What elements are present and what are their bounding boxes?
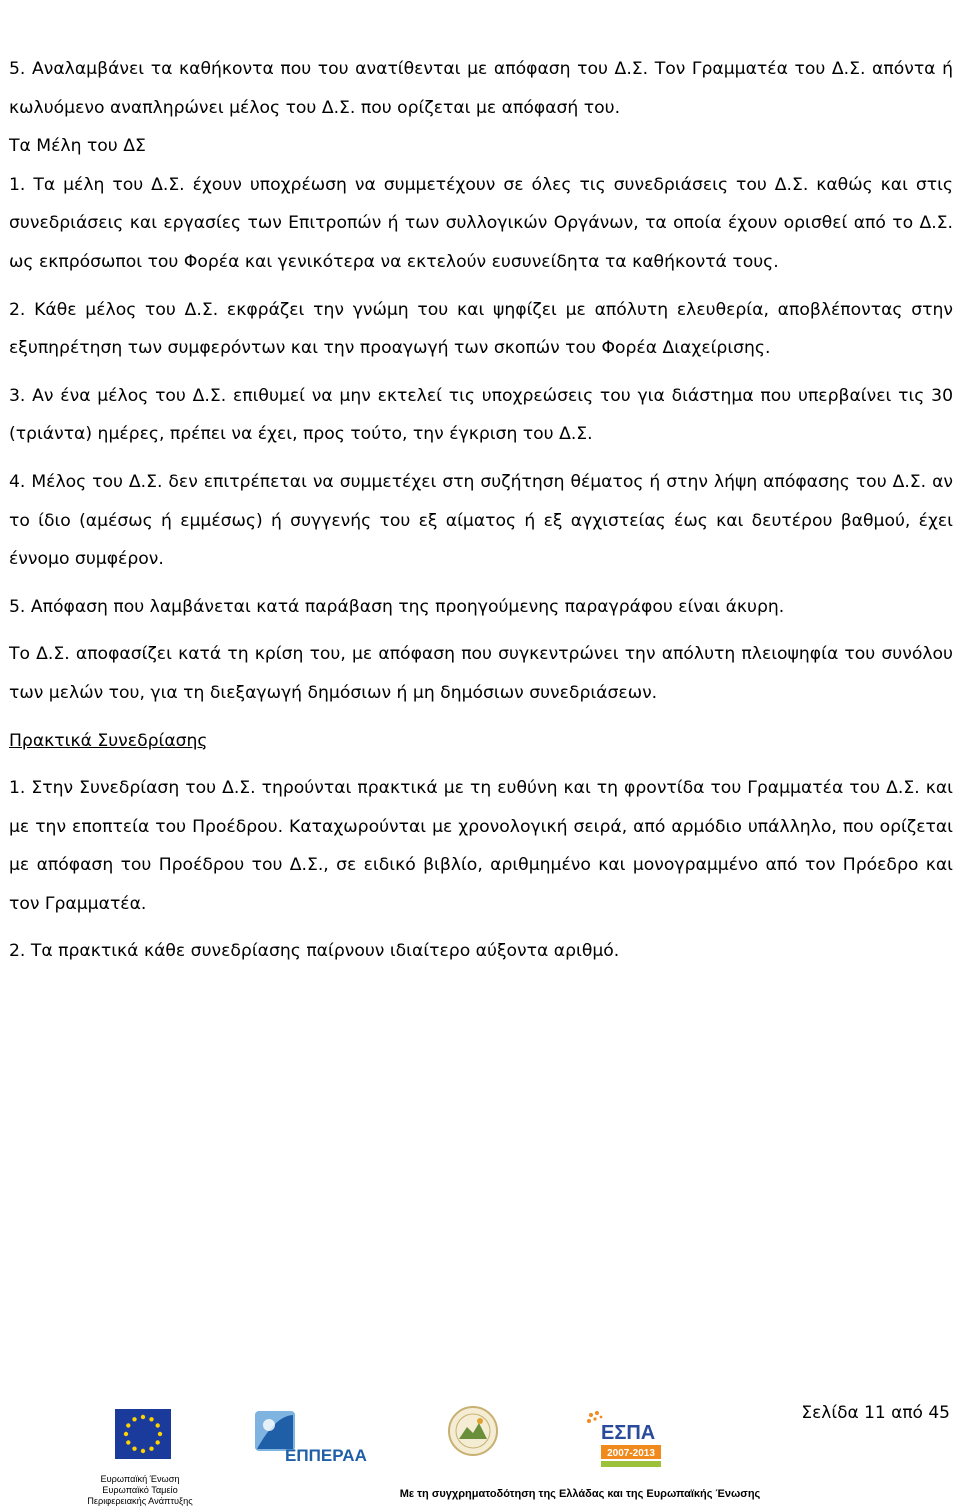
paragraph: 1. Τα μέλη του Δ.Σ. έχουν υποχρέωση να συμμετέχουν σε όλες τις συνεδριάσεις του Δ.Σ. καθώς και στις συνεδριάσεις και εργασίες των Επιτροπών ή των συλλογικών Οργάνων, τα οποία έχουν ορισθεί από το Δ.Σ. ως εκπρόσωποι του Φορέα και γενικότερα να εκτελούν ευσυνείδητα τα καθήκοντά τους.: [9, 174, 953, 272]
page-number: Σελίδα 11 από 45: [801, 1403, 950, 1423]
espa-logo: [585, 1409, 665, 1471]
eu-flag-icon: [115, 1409, 171, 1459]
paragraph: 1. Στην Συνεδρίαση του Δ.Σ. τηρούνται πρακτικά με τη ευθύνη και τη φροντίδα του Γραμματέα του Δ.Σ. και με την εποπτεία του Προέδρου. Καταχωρούνται με χρονολογική σειρά, από αρμόδιο υπάλληλο, που ορίζεται με απόφαση του Προέδρου του Δ.Σ., σε ειδικό βιβλίο, αριθμημένο και μονογραμμένο από τον Πρόεδρο και τον Γραμματέα.: [9, 778, 953, 914]
epperaa-logo: [255, 1411, 385, 1469]
eu-caption: Ευρωπαϊκή Ένωση Ευρωπαϊκό Ταμείο Περιφερειακής Ανάπτυξης: [87, 1474, 193, 1506]
section-heading-minutes: Πρακτικά Συνεδρίασης: [9, 730, 208, 751]
paragraph: 5. Απόφαση που λαμβάνεται κατά παράβαση της προηγούμενης παραγράφου είναι άκυρη.: [9, 596, 785, 617]
footer: [0, 1395, 960, 1505]
paragraph: 2. Κάθε μέλος του Δ.Σ. εκφράζει την γνώμη του και ψηφίζει με απόλυτη ελευθερία, αποβλέποντας στην εξυπηρέτηση των συμφερόντων και την προαγωγή των σκοπών του Φορέα Διαχείρισης.: [9, 299, 953, 359]
seal-logo: [447, 1405, 499, 1457]
section-heading-members: Τα Μέλη του ΔΣ: [9, 136, 146, 157]
cofunding-notice: Με τη συγχρηματοδότηση της Ελλάδας και της Ευρωπαϊκής Ένωσης: [399, 1488, 761, 1500]
epperaa-logo-text: ΕΠΠΕΡΑΑ: [285, 1446, 367, 1465]
document-body: [9, 50, 953, 980]
paragraph: 5. Αναλαμβάνει τα καθήκοντα που του ανατίθενται με απόφαση του Δ.Σ. Τον Γραμματέα του Δ.Σ. απόντα ή κωλυόμενο αναπληρώνει μέλος του Δ.Σ. που ορίζεται με απόφασή του.: [9, 59, 953, 118]
paragraph: 2. Τα πρακτικά κάθε συνεδρίασης παίρνουν ιδιαίτερο αύξοντα αριθμό.: [9, 941, 620, 962]
paragraph: 3. Αν ένα μέλος του Δ.Σ. επιθυμεί να μην εκτελεί τις υποχρεώσεις του για διάστημα που υπερβαίνει τις 30 (τριάντα) ημέρες, πρέπει να έχει, προς τούτο, την έγκριση του Δ.Σ.: [9, 385, 953, 445]
espa-years: 2007-2013: [607, 1448, 655, 1459]
paragraph: Το Δ.Σ. αποφασίζει κατά τη κρίση του, με απόφαση που συγκεντρώνει την απόλυτη πλειοψηφία του συνόλου των μελών του, για τη διεξαγωγή δημόσιων ή μη δημόσιων συνεδριάσεων.: [9, 644, 953, 703]
espa-logo-text: ΕΣΠΑ: [601, 1422, 656, 1444]
paragraph: 4. Μέλος του Δ.Σ. δεν επιτρέπεται να συμμετέχει στη συζήτηση θέματος ή στην λήψη απόφασης του Δ.Σ. αν το ίδιο (αμέσως ή εμμέσως) ή συγγενής του εξ αίματος ή εξ αγχιστείας έως και δευτέρου βαθμού, έχει έννομο συμφέρον.: [9, 471, 953, 570]
